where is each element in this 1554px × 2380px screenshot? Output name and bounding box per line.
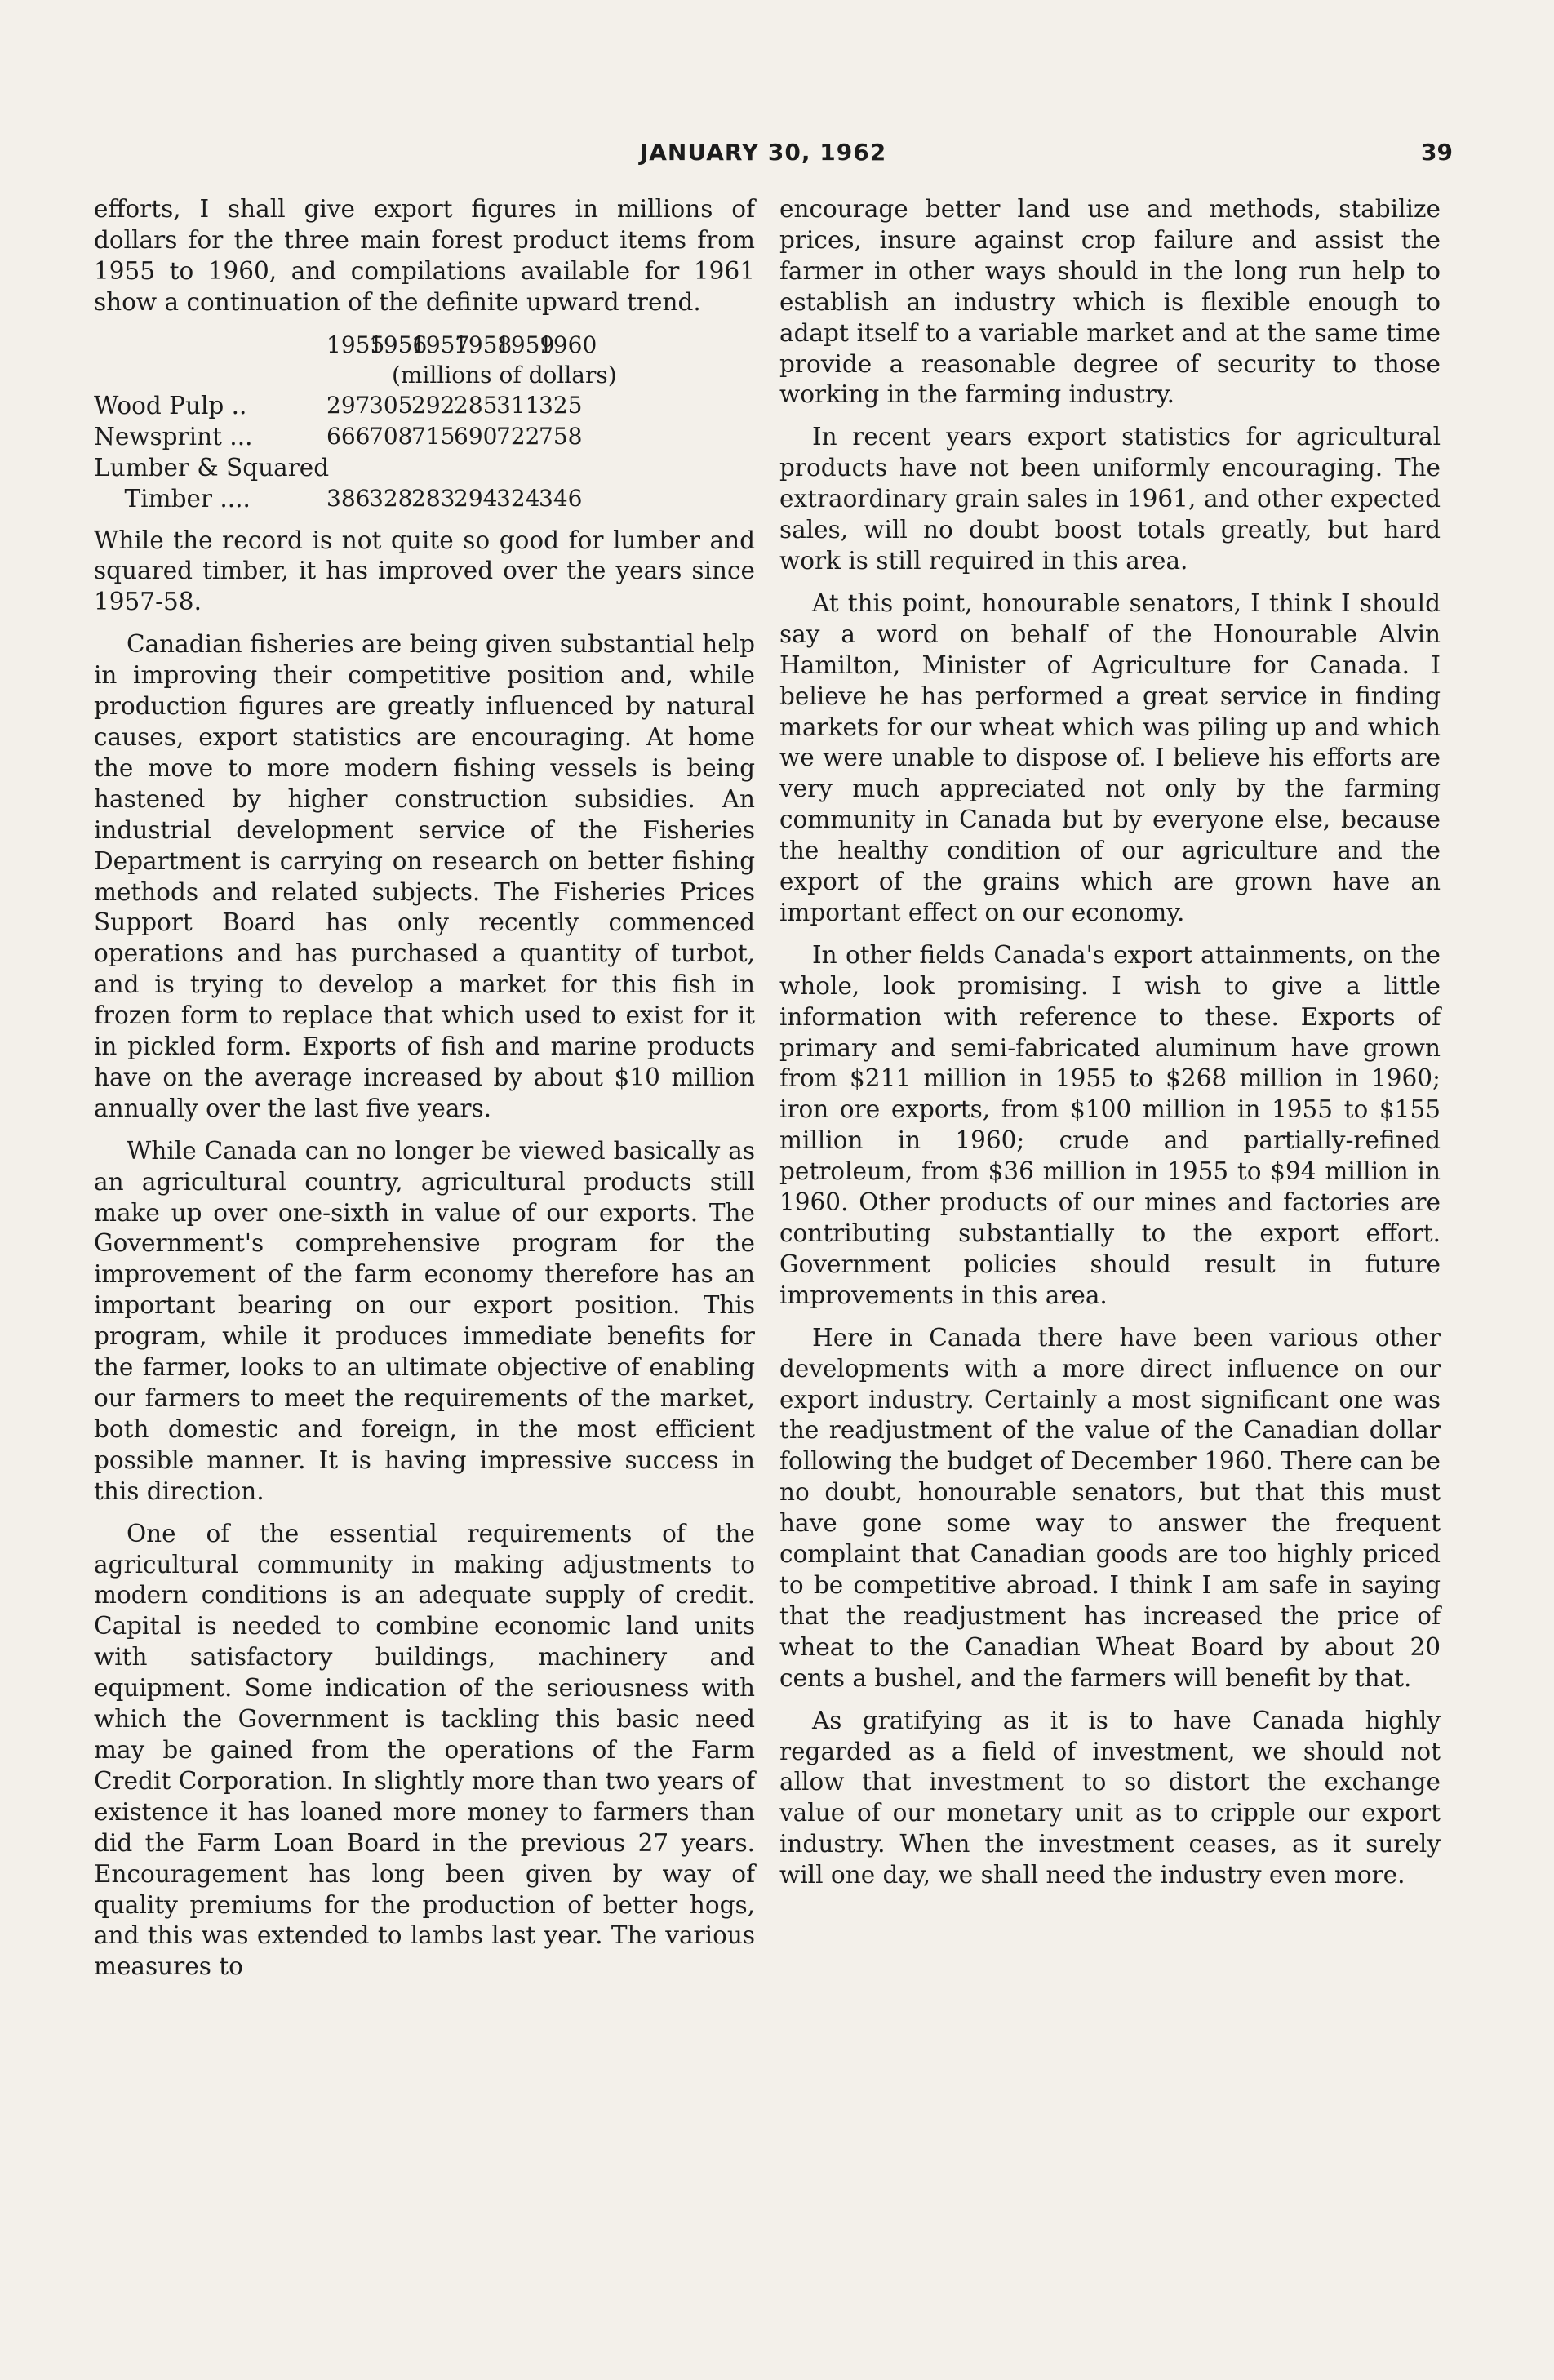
row-label: Wood Pulp .. [94, 391, 247, 420]
value-cell: 346 [539, 484, 583, 512]
intro-paragraph: efforts, I shall give export figures in millions of dollars for the three main forest product items from 1955 to 1960, and compilations available for 1961 show a continuation of the definite upward trend. [94, 195, 755, 316]
value-cell: 328 [369, 484, 413, 512]
value-cell: 311 [496, 391, 540, 419]
value-cell: 708 [369, 422, 413, 450]
value-cell: 758 [539, 422, 583, 450]
right-column [779, 194, 1441, 1903]
table-row [94, 421, 755, 452]
value-cell: 325 [539, 391, 583, 419]
export-table [94, 330, 755, 514]
year-cell: 1959 [496, 331, 555, 358]
page-number: 39 [1421, 139, 1453, 166]
table-row [94, 452, 755, 483]
body-paragraph: Canadian fisheries are being given substantial help in improving their competitive position and, while production figures are greatly influenced by natural causes, export statistics are encouraging. At home the move to more modern fishing vessels is being hastened by higher construction subsidies. An industrial development service of the Fisheries Department is carrying on research on better fishing methods and related subjects. The Fisheries Prices Support Board has only recently commenced operations and has purchased a quantity of turbot, and is trying to develop a market for this fish in frozen form to replace that which used to exist for it in pickled form. Exports of fish and marine products have on the average increased by about $10 million annually over the last five years. [94, 630, 755, 1122]
value-cell: 690 [454, 422, 498, 450]
value-cell: 722 [496, 422, 540, 450]
value-cell: 715 [411, 422, 455, 450]
year-cell: 1955 [326, 331, 385, 358]
body-paragraph: While Canada can no longer be viewed basically as an agricultural country, agricultural products still make up over one-sixth in value of our exports. The Government's comprehensive program for the improvement of the farm economy therefore has an important bearing on our export position. This program, while it produces immediate benefits for the farmer, looks to an ultimate objective of enabling our farmers to meet the requirements of the market, both domestic and foreign, in the most efficient possible manner. It is having impressive success in this direction. [94, 1136, 755, 1505]
value-cell: 386 [326, 484, 371, 512]
row-label: Timber .... [94, 484, 251, 513]
value-cell: 305 [369, 391, 413, 419]
body-paragraph: At this point, honourable senators, I think I should say a word on behalf of the Honourable Alvin Hamilton, Minister of Agriculture for Canada. I believe he has performed a great service in finding markets for our wheat which was piling up and which we were unable to dispose of. I believe his efforts are very much appreciated not only by the farming community in Canada but by everyone else, because the healthy condition of our agriculture and the export of the grains which are grown have an important effect on our economy. [779, 588, 1441, 926]
table-header-years [94, 330, 755, 361]
row-label: Lumber & Squared [94, 453, 330, 482]
table-row [94, 483, 755, 514]
year-cell: 1957 [411, 331, 470, 358]
value-cell: 324 [496, 484, 540, 512]
value-cell: 294 [454, 484, 498, 512]
value-cell: 292 [411, 391, 455, 419]
value-cell: 283 [411, 484, 455, 512]
value-cell: 666 [326, 422, 371, 450]
year-cell: 1956 [369, 331, 428, 358]
value-cell: 285 [454, 391, 498, 419]
page-date: JANUARY 30, 1962 [639, 139, 887, 166]
body-paragraph: While the record is not quite so good for lumber and squared timber, it has improved over the years since 1957-58. [94, 526, 755, 616]
year-cell: 1960 [539, 331, 597, 358]
body-paragraph: Here in Canada there have been various other developments with a more direct influence on our export industry. Certainly a most significant one was the readjustment of the value of the Canadian dollar following the budget of December 1960. There can be no doubt, honourable senators, but that this must have gone some way to answer the frequent complaint that Canadian goods are too highly priced to be competitive abroad. I think I am safe in saying that the readjustment has increased the price of wheat to the Canadian Wheat Board by about 20 cents a bushel, and the farmers will benefit by that. [779, 1323, 1441, 1692]
year-cell: 1958 [454, 331, 513, 358]
body-paragraph: As gratifying as it is to have Canada highly regarded as a field of investment, we should not allow that investment to so distort the exchange value of our monetary unit as to cripple our export industry. When the investment ceases, as it surely will one day, we shall need the industry even more. [779, 1706, 1441, 1889]
body-paragraph: In other fields Canada's export attainments, on the whole, look promising. I wish to give a little information with reference to these. Exports of primary and semi-fabricated aluminum have grown from $211 million in 1955 to $268 million in 1960; iron ore exports, from $100 million in 1955 to $155 million in 1960; crude and partially-refined petroleum, from $36 million in 1955 to $94 million in 1960. Other products of our mines and factories are contributing substantially to the export effort. Government policies should result in future improvements in this area. [779, 940, 1441, 1309]
body-paragraph: In recent years export statistics for agricultural products have not been uniformly encouraging. The extraordinary grain sales in 1961, and other expected sales, will no doubt boost totals greatly, but hard work is still required in this area. [779, 423, 1441, 575]
table-units-note: (millions of dollars) [392, 361, 617, 389]
row-label: Newsprint ... [94, 422, 253, 451]
table-row [94, 390, 755, 421]
body-paragraph: encourage better land use and methods, stabilize prices, insure against crop failure and assist the farmer in other ways should in the long run help to establish an industry which is flexible enough to adapt itself to a variable market and at the same time provide a reasonable degree of security to those working in the farming industry. [779, 195, 1441, 409]
page-header [90, 139, 1453, 171]
left-column [94, 194, 755, 1994]
value-cell: 297 [326, 391, 371, 419]
body-paragraph: One of the essential requirements of the agricultural community in making adjustments to modern conditions is an adequate supply of credit. Capital is needed to combine economic land units with satisfactory buildings, machinery and equipment. Some indication of the seriousness with which the Government is tackling this basic need may be gained from the operations of the Farm Credit Corporation. In slightly more than two years of existence it has loaned more money to farmers than did the Farm Loan Board in the previous 27 years. Encouragement has long been given by way of quality premiums for the production of better hogs, and this was extended to lambs last year. The various measures to [94, 1519, 755, 1981]
